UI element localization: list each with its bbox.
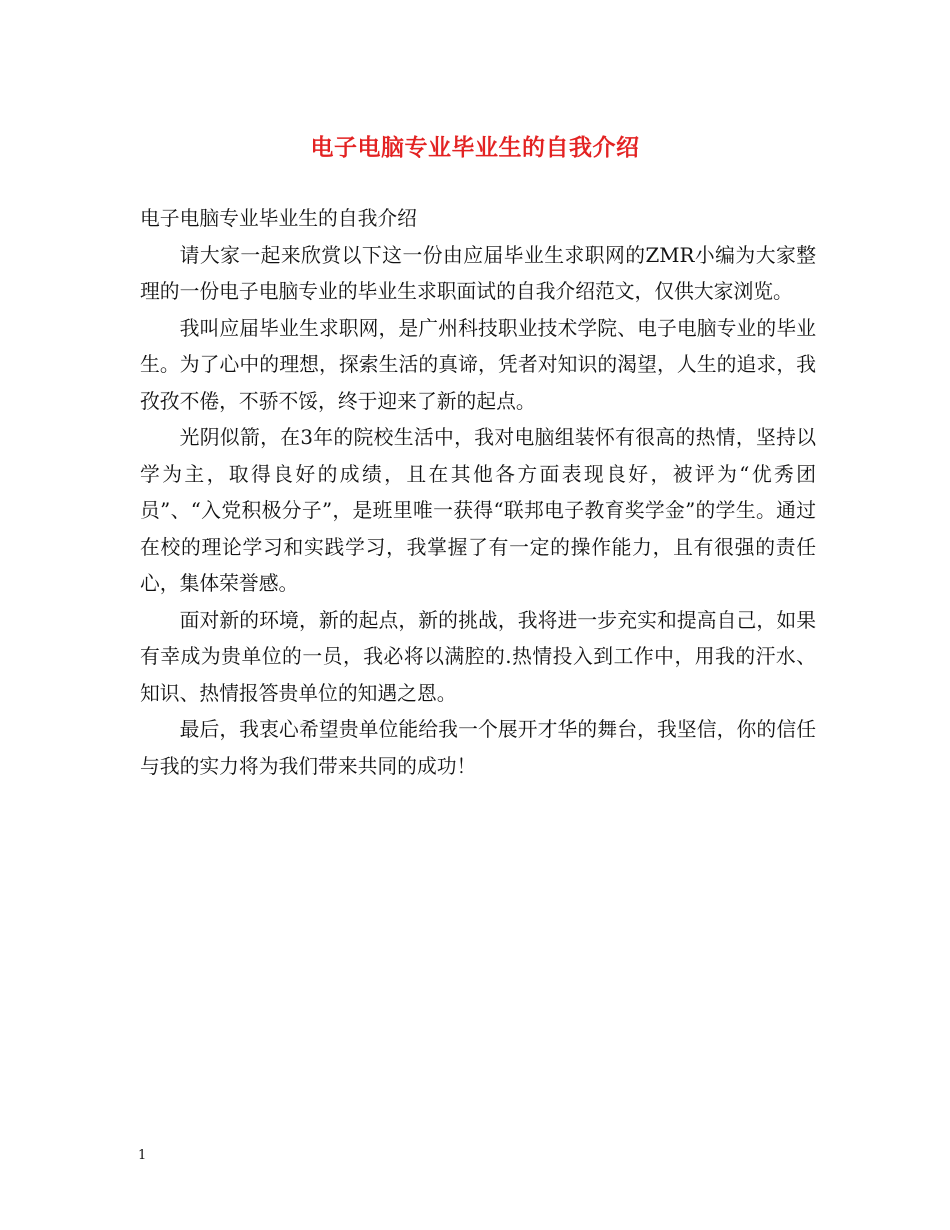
paragraph-school-life: 光阴似箭，在3年的院校生活中，我对电脑组装怀有很高的热情，坚持以学为主，取得良好的成绩，且在其他各方面表现良好，被评为“优秀团员”、“入党积极分子”，是班里唯一获得“联邦电子教育奖学金”的学生。通过在校的理论学习和实践学习，我掌握了有一定的操作能力，且有很强的责任心，集体荣誉感。 bbox=[140, 426, 816, 595]
document-body bbox=[140, 201, 816, 785]
document-subtitle: 电子电脑专业毕业生的自我介绍 bbox=[140, 207, 417, 230]
paragraph-closing: 最后，我衷心希望贵单位能给我一个展开才华的舞台，我坚信，你的信任与我的实力将为我们带来共同的成功！ bbox=[140, 718, 816, 778]
paragraph-new-challenge: 面对新的环境，新的起点，新的挑战，我将进一步充实和提高自己，如果有幸成为贵单位的一员，我必将以满腔的.热情投入到工作中，用我的汗水、知识、热情报答贵单位的知遇之恩。 bbox=[140, 608, 816, 705]
paragraph-self: 我叫应届毕业生求职网，是广州科技职业技术学院、电子电脑专业的毕业生。为了心中的理想，探索生活的真谛，凭者对知识的渴望，人生的追求，我孜孜不倦，不骄不馁，终于迎来了新的起点。 bbox=[140, 316, 816, 413]
page-number: 1 bbox=[138, 1148, 147, 1163]
paragraph-intro: 请大家一起来欣赏以下这一份由应届毕业生求职网的ZMR小编为大家整理的一份电子电脑专业的毕业生求职面试的自我介绍范文，仅供大家浏览。 bbox=[140, 243, 816, 303]
document-title: 电子电脑专业毕业生的自我介绍 bbox=[310, 134, 640, 161]
